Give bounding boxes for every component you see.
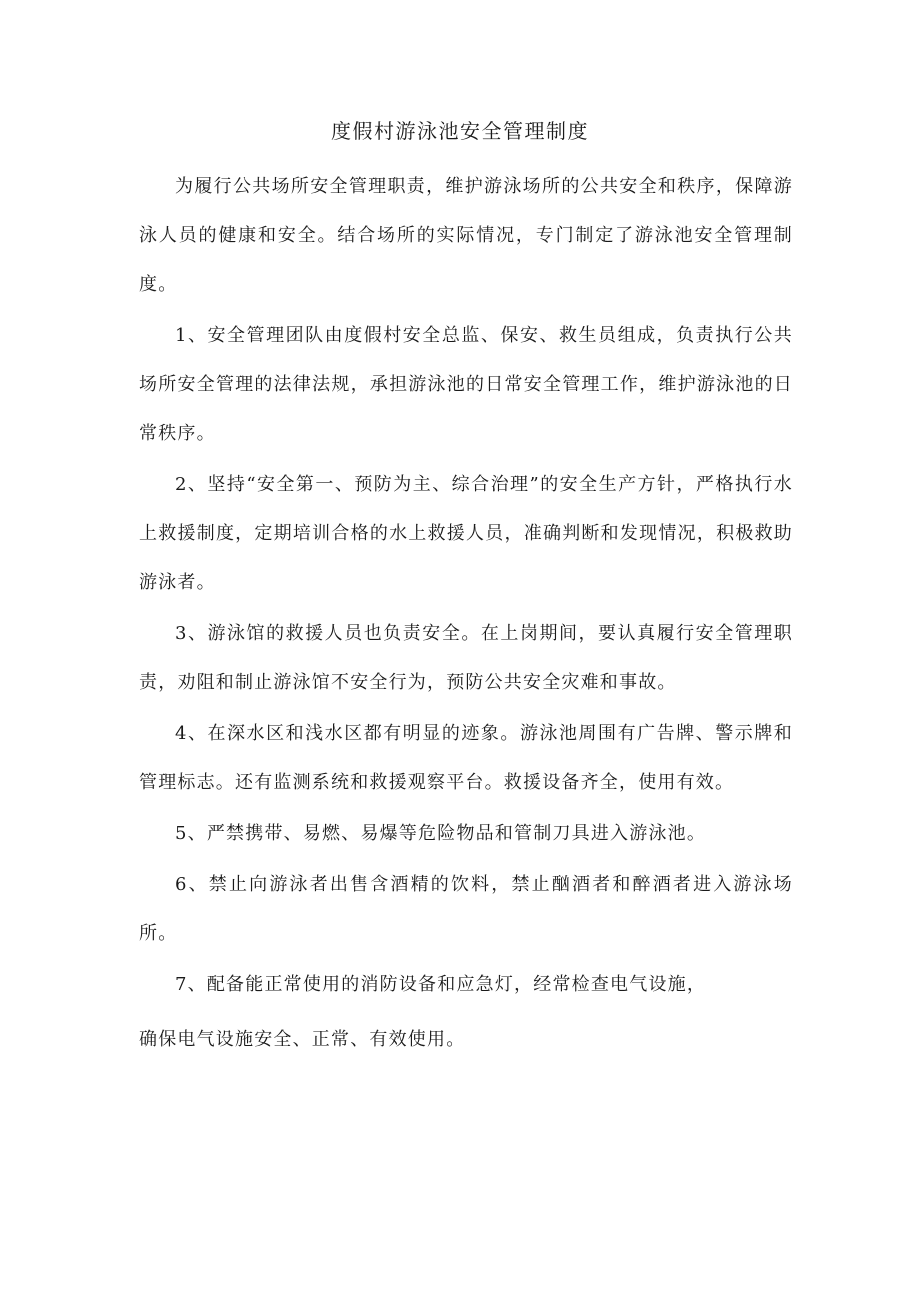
rule-item-6: 6、禁止向游泳者出售含酒精的饮料，禁止酗酒者和醉酒者进入游泳场所。 bbox=[139, 874, 793, 944]
document-title: 度假村游泳池安全管理制度 bbox=[331, 119, 589, 143]
rule-item-2: 2、坚持“安全第一、预防为主、综合治理”的安全生产方针，严格执行水上救援制度，定期培训合格的水上救援人员，准确判断和发现情况，积极救助游泳者。 bbox=[139, 474, 793, 593]
rule-item-7-line-2: 确保电气设施安全、正常、有效使用。 bbox=[139, 1029, 466, 1050]
rule-item-4: 4、在深水区和浅水区都有明显的迹象。游泳池周围有广告牌、警示牌和管理标志。还有监测系统和救援观察平台。救援设备齐全，使用有效。 bbox=[139, 723, 793, 793]
rule-item-7-line-1: 7、配备能正常使用的消防设备和应急灯，经常检查电气设施， bbox=[175, 974, 707, 995]
intro-paragraph: 为履行公共场所安全管理职责，维护游泳场所的公共安全和秩序，保障游泳人员的健康和安全。结合场所的实际情况，专门制定了游泳池安全管理制度。 bbox=[139, 176, 793, 295]
rule-item-3: 3、游泳馆的救援人员也负责安全。在上岗期间，要认真履行安全管理职责，劝阻和制止游泳馆不安全行为，预防公共安全灾难和事故。 bbox=[139, 623, 793, 693]
rule-item-5: 5、严禁携带、易燃、易爆等危险物品和管制刀具进入游泳池。 bbox=[175, 823, 707, 844]
rule-item-1: 1、安全管理团队由度假村安全总监、保安、救生员组成，负责执行公共场所安全管理的法律法规，承担游泳池的日常安全管理工作，维护游泳池的日常秩序。 bbox=[139, 325, 793, 444]
document-body bbox=[139, 162, 793, 1064]
